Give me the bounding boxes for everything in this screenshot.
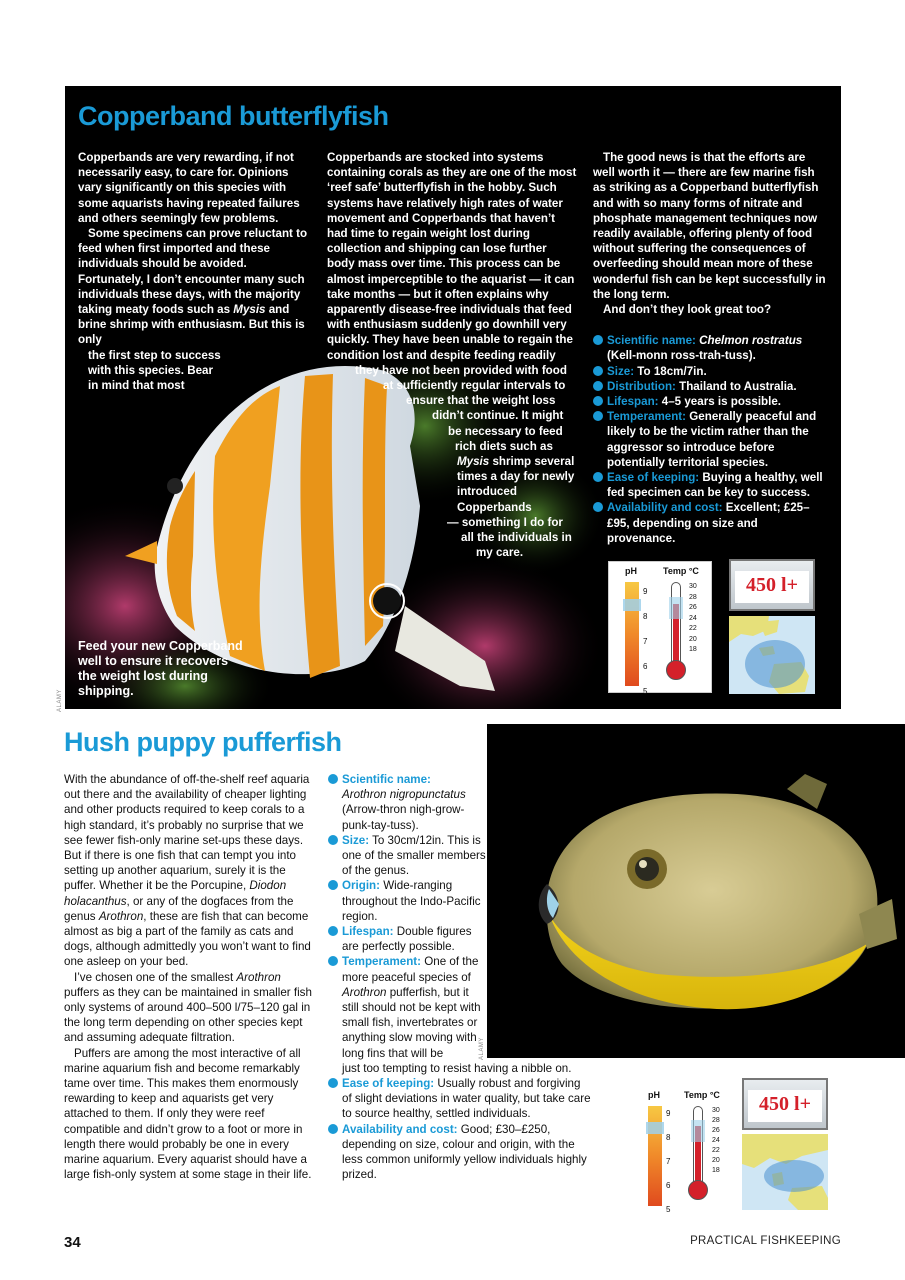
bullet-icon bbox=[328, 835, 338, 845]
fact-value: Wide-ranging throughout the Indo-Pacific region. bbox=[342, 879, 481, 923]
text-line: they have not been provided with food bbox=[355, 363, 567, 377]
text-line: with this species. Bear bbox=[88, 363, 214, 377]
fact-value: Good; £30–£250, depending on size, colour and origin, with the less common uniformly yellow individuals highly prized. bbox=[342, 1122, 587, 1182]
ph-temperature-gauge bbox=[608, 561, 712, 696]
bullet-icon bbox=[328, 880, 338, 890]
tick-label: 8 bbox=[643, 612, 648, 621]
text-line: didn’t continue. It might bbox=[432, 409, 564, 423]
fact-label: Size: bbox=[342, 833, 370, 847]
text-span: shrimp several bbox=[489, 455, 575, 469]
text-line: in mind that most bbox=[88, 379, 185, 393]
text-line bbox=[327, 454, 577, 469]
tick-label: 7 bbox=[666, 1157, 671, 1166]
tick-label: 20 bbox=[712, 1157, 720, 1164]
bullet-icon bbox=[328, 1078, 338, 1088]
fact-size bbox=[593, 364, 829, 379]
bullet-icon bbox=[593, 381, 603, 391]
bullet-icon bbox=[593, 472, 603, 482]
fact-size bbox=[328, 833, 592, 879]
photo-credit: ALAMY bbox=[57, 689, 63, 712]
text-line: the first step to success bbox=[88, 348, 221, 362]
tick-label: 5 bbox=[643, 687, 648, 696]
fact-value: 4–5 years is possible. bbox=[661, 395, 782, 409]
text-span: I’ve chosen one of the smallest bbox=[74, 970, 237, 984]
ph-temperature-gauge bbox=[636, 1086, 736, 1214]
text-line: rich diets such as bbox=[455, 439, 553, 453]
tick-label: 28 bbox=[712, 1117, 720, 1124]
text-span: and brine shrimp with enthusiasm. But this is only bbox=[78, 303, 305, 347]
fact-value: Generally peaceful and likely to be the victim rather than the aggressor so introduce before potentially territorial species. bbox=[607, 410, 817, 469]
tank-size-icon bbox=[742, 1078, 828, 1130]
text-italic: Arothron bbox=[98, 909, 144, 923]
fact-label: Availability and cost: bbox=[607, 501, 723, 515]
fact-temperament bbox=[328, 954, 592, 1076]
fact-label: Origin: bbox=[342, 879, 380, 893]
tick-label: 30 bbox=[689, 583, 697, 590]
tick-label: 24 bbox=[689, 614, 697, 622]
paragraph: Copperbands are very rewarding, if not necessarily easy, to care for. Opinions vary significantly on this species with some aquarists having repeated failures and others seemingly few problems. bbox=[78, 151, 300, 225]
magazine-name: PRACTICAL FISHKEEPING bbox=[690, 1235, 841, 1247]
fact-value: One of the more peaceful species of bbox=[342, 955, 479, 984]
fact-label: Size: bbox=[607, 364, 635, 378]
thermometer-bulb bbox=[666, 660, 686, 680]
page-number: 34 bbox=[64, 1234, 81, 1251]
tick-label: 22 bbox=[689, 625, 697, 632]
paragraph: Copperbands are stocked into systems containing corals as they are one of the most ‘reef safe’ butterflyfish in the hobby. Such systems have relatively high rates of water movement and Copperbands that haven’t had time to regain weight lost during collection and shipping can lose further body mass over time. This process can be almost imperceptible to the aquarist — it can take months — but it often explains why apparently disease-free individuals that feed with enthusiasm suddenly go downhill very quickly. They have been unable to regain the condition lost and despite feeding readily bbox=[327, 151, 577, 362]
fact-label: Scientific name: bbox=[342, 773, 431, 786]
bullet-icon bbox=[593, 502, 603, 512]
ph-range-marker bbox=[623, 599, 641, 611]
fact-availability bbox=[328, 1122, 592, 1183]
fact-temperament bbox=[593, 409, 829, 470]
fact-label: Temperament: bbox=[607, 410, 687, 424]
fact-label: Scientific name: bbox=[607, 334, 696, 348]
tick-label: 6 bbox=[666, 1181, 671, 1190]
photo-caption: Feed your new Copperband well to ensure it recovers the weight lost during shipping. bbox=[78, 639, 243, 698]
fact-value: To 30cm/12in. This is one of the smaller members of the genus. bbox=[342, 833, 486, 878]
fact-scientific-name bbox=[328, 772, 592, 833]
thermometer-bulb bbox=[688, 1180, 708, 1200]
tick-label: 5 bbox=[666, 1205, 671, 1214]
text-italic: Arothron bbox=[236, 970, 281, 984]
fact-list bbox=[593, 333, 829, 546]
tank-size-icon bbox=[729, 559, 815, 611]
fact-availability bbox=[593, 500, 829, 546]
fact-value: Arothron nigropunctatus bbox=[342, 788, 466, 802]
bullet-icon bbox=[328, 956, 338, 966]
text-line: at sufficiently regular intervals to bbox=[383, 379, 566, 393]
temp-ticks bbox=[689, 582, 697, 656]
fact-lifespan bbox=[593, 394, 829, 409]
fact-text bbox=[342, 878, 487, 924]
fact-value: (Arrow-thron nigh-grow-punk-tay-tuss). bbox=[342, 803, 465, 832]
ph-ticks bbox=[643, 579, 647, 704]
fact-list bbox=[328, 772, 592, 1182]
paragraph: The good news is that the efforts are well worth it — there are few marine fish as striking as a Copperband butterflyfish and with so many forms of nitrate and phosphate management techniques now readily available, offering plenty of food without suffering the consequences of overfeeding should mean more of these wonderful fish can be kept successfully in the long term. bbox=[593, 151, 826, 301]
ph-range-marker bbox=[646, 1122, 664, 1134]
text-italic: Diodon holacanthus bbox=[64, 879, 287, 908]
text-line: times a day for newly bbox=[457, 470, 575, 484]
fact-value: Usually robust and forgiving of slight deviations in water quality, but take care to source healthy, settled individuals. bbox=[342, 1077, 591, 1121]
temp-label: Temp °C bbox=[684, 1090, 720, 1100]
tank-size-label: 450 l+ bbox=[748, 1090, 822, 1122]
ph-label: pH bbox=[625, 566, 637, 576]
bullet-icon bbox=[593, 396, 603, 406]
copperband-column-1 bbox=[78, 150, 314, 393]
fact-label: Distribution: bbox=[607, 379, 676, 393]
text-span: With the abundance of off-the-shelf reef aquaria out there and the availability of cheaper lighting and other products required to keep corals to a high standard, it’s probably no surprise that we see fewer fish-only marine set-ups these days. But if there is one fish that can tempt you into setting up another aquarium, surely it is the puffer. Whether it be the Porcupine, bbox=[64, 773, 310, 893]
text-line: all the individuals in bbox=[461, 531, 572, 545]
copperband-column-3 bbox=[593, 150, 829, 546]
tick-label: 8 bbox=[666, 1133, 671, 1142]
photo-credit: ALAMY bbox=[479, 1037, 485, 1060]
ph-label: pH bbox=[648, 1090, 660, 1100]
copperband-column-2 bbox=[327, 150, 577, 560]
tick-label: 6 bbox=[643, 662, 648, 671]
fact-label: Lifespan: bbox=[342, 925, 394, 939]
text-span: , or any of the dogfaces from the genus bbox=[64, 894, 294, 923]
fact-value: (Kell-monn ross-trah-tuss). bbox=[607, 349, 756, 363]
fact-value: Buying a healthy, well fed specimen can be key to success. bbox=[607, 471, 823, 500]
fact-lifespan bbox=[328, 924, 592, 954]
fact-text bbox=[342, 924, 487, 954]
tick-label: 7 bbox=[643, 637, 648, 646]
tank-size-label: 450 l+ bbox=[735, 571, 809, 603]
fact-ease-of-keeping bbox=[593, 470, 829, 500]
text-line: be necessary to feed bbox=[448, 424, 563, 438]
tick-label: 30 bbox=[712, 1107, 720, 1114]
fact-value: just too tempting to resist having a nibble on. bbox=[342, 1061, 572, 1075]
bullet-icon bbox=[328, 774, 338, 784]
tick-label: 24 bbox=[712, 1137, 720, 1144]
text-span: , these are fish that can become almost as big a part of the family as cats and dogs, although admittedly you won’t want to find one asleep on your bed. bbox=[64, 909, 311, 969]
text-line: introduced bbox=[457, 485, 517, 499]
pufferfish-column-1 bbox=[64, 772, 314, 1182]
text-span: puffers as they can be maintained in smaller fish only systems of around 400–500 l/75–120 gal in the long term depending on other species kept and assuming adequate filtration. bbox=[64, 985, 312, 1045]
fact-label: Ease of keeping: bbox=[607, 471, 700, 485]
text-italic: Mysis bbox=[457, 455, 490, 469]
text-line: — something I do for bbox=[447, 515, 563, 529]
tick-label: 28 bbox=[689, 593, 697, 601]
fact-label: Temperament: bbox=[342, 955, 422, 969]
bullet-icon bbox=[593, 411, 603, 421]
text-line: ensure that the weight loss bbox=[406, 394, 556, 408]
tick-label: 20 bbox=[689, 635, 697, 643]
fact-distribution bbox=[593, 379, 829, 394]
fact-label: Availability and cost: bbox=[342, 1122, 458, 1136]
tick-label: 9 bbox=[643, 587, 648, 596]
copperband-title: Copperband butterflyfish bbox=[78, 101, 389, 131]
temp-ticks bbox=[712, 1106, 720, 1176]
fact-text bbox=[342, 954, 487, 1060]
temp-range-marker bbox=[669, 597, 683, 619]
distribution-map bbox=[729, 616, 815, 694]
distribution-map bbox=[742, 1134, 828, 1210]
fact-scientific-name bbox=[593, 333, 829, 363]
tick-label: 9 bbox=[666, 1109, 671, 1118]
text-line: my care. bbox=[476, 546, 524, 560]
bullet-icon bbox=[593, 366, 603, 376]
paragraph bbox=[64, 970, 314, 1046]
text-span: Some specimens can prove reluctant to feed when first imported and these individuals should be avoided. Fortunately, I don’t encounter many such individuals these days, with the majority taking meaty foods such as bbox=[78, 227, 308, 317]
ph-ticks bbox=[666, 1102, 670, 1222]
fact-value: pufferfish, but it still should not be kept with small fish, invertebrates or anything slow moving with long fins that will be bbox=[342, 985, 481, 1060]
copperband-section bbox=[65, 86, 841, 709]
fact-text bbox=[342, 772, 487, 833]
fact-ease-of-keeping bbox=[328, 1076, 592, 1122]
bullet-icon bbox=[328, 926, 338, 936]
tick-label: 22 bbox=[712, 1147, 720, 1154]
text-italic: Mysis bbox=[233, 303, 266, 317]
paragraph bbox=[64, 772, 314, 970]
fact-value: Double figures are perfectly possible. bbox=[342, 925, 472, 954]
tick-label: 26 bbox=[689, 604, 697, 611]
tick-label: 18 bbox=[689, 646, 697, 653]
fact-value: Excellent; £25–£95, depending on size and provenance. bbox=[607, 501, 810, 545]
fact-value: Thailand to Australia. bbox=[679, 379, 797, 393]
tick-label: 18 bbox=[712, 1167, 720, 1174]
text-line: Copperbands bbox=[457, 500, 532, 514]
bullet-icon bbox=[593, 335, 603, 345]
pufferfish-column-2 bbox=[328, 772, 592, 1182]
fact-value: To 18cm/7in. bbox=[637, 364, 707, 378]
ph-scale-bar bbox=[625, 582, 639, 686]
fact-label: Lifespan: bbox=[607, 395, 659, 409]
paragraph bbox=[78, 226, 314, 393]
pufferfish-title: Hush puppy pufferfish bbox=[64, 727, 342, 757]
paragraph: And don’t they look great too? bbox=[603, 303, 772, 317]
paragraph: Puffers are among the most interactive of all marine aquarium fish and become remarkably tame over time. This makes them enormously rewarding to keep and aquarists get very attached to them. If only they were reef compatible and didn’t grow to a foot or more in length there would probably be one in every marine aquarium. Every aquarist should have a large fish-only system at some stage in their life. bbox=[64, 1046, 312, 1182]
ph-scale-bar bbox=[648, 1106, 662, 1206]
temp-range-marker bbox=[691, 1120, 705, 1142]
tick-label: 26 bbox=[712, 1127, 720, 1134]
fact-text bbox=[342, 833, 487, 879]
bullet-icon bbox=[328, 1124, 338, 1134]
fact-value: Chelmon rostratus bbox=[699, 334, 803, 348]
fact-origin bbox=[328, 878, 592, 924]
temp-label: Temp °C bbox=[663, 566, 699, 576]
fact-value: Arothron bbox=[342, 985, 387, 999]
fact-label: Ease of keeping: bbox=[342, 1077, 435, 1091]
